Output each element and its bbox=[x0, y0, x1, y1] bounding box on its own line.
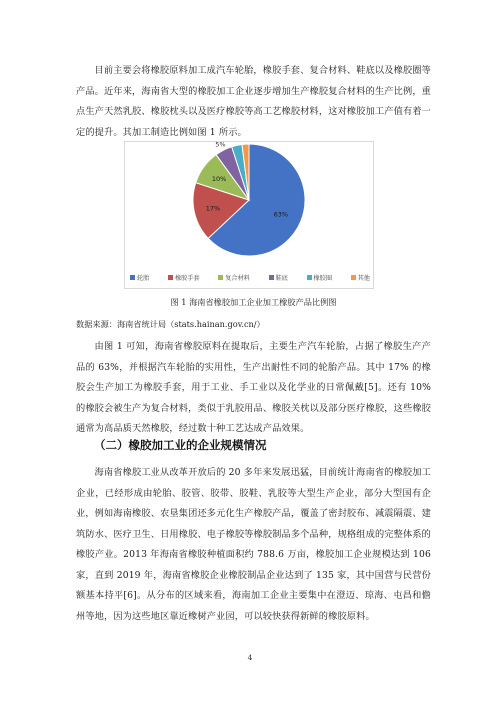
data-source-note: 数据来源：海南省统计局（stats.hainan.gov.cn/） bbox=[76, 319, 265, 329]
chart-legend bbox=[130, 273, 370, 282]
legend-item-3 bbox=[218, 273, 250, 282]
legend-item-5 bbox=[307, 273, 333, 282]
pie-chart-svg bbox=[125, 142, 373, 288]
legend-swatch-2 bbox=[168, 275, 173, 280]
legend-label-2: 橡胶手套 bbox=[174, 275, 200, 282]
legend-label-3: 复合材料 bbox=[225, 275, 250, 282]
paragraph-analysis: 由图 1 可知，海南省橡胶原料在提取后，主要生产汽车轮胎，占据了橡胶生产产品的 63%，并根据汽车轮胎的实用性，生产出耐性不同的轮胎产品。其中 17% 的橡胶会生产加工为橡胶手套，用于工业、手工业以及化学业的日常佩戴[5]。还有 10% 的橡胶会被生产为复合材料，类似于乳胶用品、橡胶关枕以及部分医疗橡胶，这些橡胶通常为高品质天然橡胶，经过数十种工艺达成产品效果。 bbox=[76, 341, 431, 434]
section-heading: （二）橡胶加工业的企业规模情况 bbox=[94, 438, 267, 452]
legend-item-4 bbox=[269, 273, 288, 282]
legend-item-6 bbox=[351, 273, 370, 282]
legend-swatch-6 bbox=[351, 275, 356, 280]
legend-item-1 bbox=[130, 273, 149, 282]
pie-data-label-2: 17% bbox=[205, 204, 221, 213]
legend-swatch-1 bbox=[130, 275, 135, 280]
legend-swatch-4 bbox=[269, 275, 274, 280]
paragraph-products: 目前主要会将橡胶原料加工成汽车轮胎，橡胶手套、复合材料、鞋底以及橡胶圈等产品。近年来，海南省大型的橡胶加工企业逐步增加生产橡胶复合材料的生产比例，重点生产天然乳胶、橡胶枕头以及医疗橡胶等高工艺橡胶材料，这对橡胶加工产值有着一定的提升。其加工制造比例如图 1 所示。 bbox=[76, 65, 431, 138]
figure-caption: 图 1 海南省橡胶加工企业加工橡胶产品比例图 bbox=[170, 297, 337, 307]
legend-swatch-3 bbox=[218, 275, 223, 280]
legend-label-1: 轮胎 bbox=[137, 275, 150, 282]
legend-label-6: 其他 bbox=[357, 275, 370, 282]
legend-label-5: 橡胶圈 bbox=[313, 275, 333, 282]
pie-data-label-1: 63% bbox=[273, 210, 289, 219]
legend-label-4: 鞋底 bbox=[275, 275, 288, 282]
pie-data-label-5 bbox=[230, 142, 240, 143]
pie-chart bbox=[124, 141, 374, 289]
legend-item-2 bbox=[168, 273, 200, 282]
page-number: 4 bbox=[247, 653, 253, 662]
pie-data-label-4: 5% bbox=[215, 142, 226, 149]
pie-data-label-3: 10% bbox=[211, 174, 227, 183]
legend-swatch-5 bbox=[307, 275, 312, 280]
paragraph-enterprise-scale: 海南省橡胶工业从改革开放后的 20 多年来发展迅猛，目前统计海南省的橡胶加工企业，已经形成由轮胎、胶管、胶带、胶鞋、乳胶等大型生产企业，部分大型国有企业，例如海南橡胶、农垦集团还多元化生产橡胶产品，覆盖了密封胶布、减震隔震、建筑防水、医疗卫生、日用橡胶、电子橡胶等橡胶制品多个品种，规格组成的完整体系的橡胶产业。2013 年海南省橡胶种植面积约 788.6 万亩，橡胶加工企业规模达到 106 家，直到 2019 年，海南省橡胶企业橡胶制品企业达到了 135 家，其中国营与民营份额基本持平[6]。从分布的区域来看，海南加工企业主要集中在澄迈、琼海、屯昌和儋州等地，因为这些地区靠近橡树产业园，可以较快获得新鲜的橡胶原料。 bbox=[76, 467, 431, 622]
